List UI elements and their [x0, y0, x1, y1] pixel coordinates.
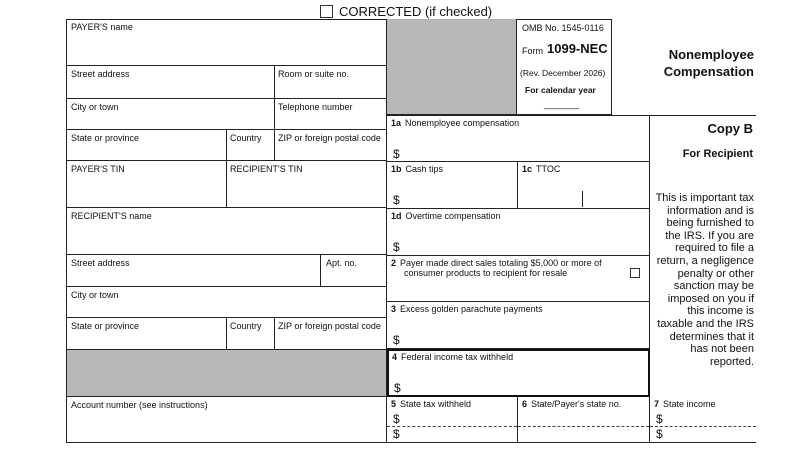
calendar-year-label: For calendar year: [525, 85, 596, 95]
payer-telephone-cell[interactable]: [275, 99, 387, 130]
recipient-name-label: RECIPIENT'S name: [71, 211, 152, 221]
box-7-dollar-2: $: [656, 427, 663, 441]
recipient-tin-label: RECIPIENT'S TIN: [230, 164, 303, 174]
form-revision: (Rev. December 2026): [520, 68, 606, 78]
box-7-divider: [650, 426, 756, 427]
payer-tin-cell[interactable]: [66, 161, 227, 208]
payer-street-cell[interactable]: [66, 66, 275, 99]
recipient-street-cell[interactable]: [66, 255, 321, 287]
payer-tin-label: PAYER'S TIN: [71, 164, 125, 174]
recipient-apt-cell[interactable]: [321, 255, 387, 287]
box-5-divider: [387, 426, 517, 427]
box-2-checkbox[interactable]: [630, 268, 640, 278]
recipient-state-label: State or province: [71, 321, 140, 331]
form-title-line1: Nonemployee: [668, 47, 754, 62]
box-1b-label: 1b Cash tips: [391, 164, 444, 174]
form-title: [612, 46, 754, 80]
copy-b-for: For Recipient: [682, 148, 753, 160]
shaded-area-left: [66, 350, 387, 397]
payer-country-cell[interactable]: [227, 130, 275, 161]
recipient-street-label: Street address: [71, 258, 130, 268]
box-2-label: 2 Payer made direct sales totaling $5,000 or more of: [391, 258, 602, 268]
box-2[interactable]: [387, 256, 650, 302]
box-4-label: 4 Federal income tax withheld: [392, 352, 514, 362]
form-prefix: Form: [522, 46, 543, 56]
box-5-label: 5 State tax withheld: [391, 399, 472, 409]
copy-b-title: Copy B: [707, 121, 753, 136]
recipient-name-cell[interactable]: [66, 208, 387, 255]
account-number-label: Account number (see instructions): [71, 400, 208, 410]
corrected-checkbox[interactable]: [320, 5, 333, 18]
box-6-label: 6 State/Payer's state no.: [522, 399, 622, 409]
omb-number: OMB No. 1545-0116: [522, 23, 604, 33]
box-1c-label: 1c TTOC: [522, 164, 561, 174]
box-3[interactable]: [387, 302, 650, 349]
recipient-apt-label: Apt. no.: [326, 258, 358, 268]
box-1b[interactable]: [387, 162, 518, 209]
box-7-label: 7 State income: [654, 399, 716, 409]
payer-state-label: State or province: [71, 133, 140, 143]
copy-panel-top-rule: [650, 115, 756, 116]
box-4[interactable]: [387, 349, 650, 397]
account-number-cell[interactable]: [66, 397, 387, 443]
copy-b-notice: This is important tax information and is being furnished to the IRS. If you are required to file a return, a negligence penalty or other sanction may be imposed on you if this income is taxable and the IRS determines that it has not been reported.: [655, 192, 754, 368]
box-1a-dollar: $: [393, 147, 400, 161]
box-6-divider: [518, 426, 649, 427]
recipient-city-cell[interactable]: [66, 287, 387, 318]
recipient-zip-cell[interactable]: [275, 318, 387, 350]
box-1a[interactable]: [387, 115, 650, 162]
form-title-line2: Compensation: [663, 64, 754, 79]
box-4-dollar: $: [394, 381, 401, 395]
payer-telephone-label: Telephone number: [278, 102, 353, 112]
box-3-dollar: $: [393, 333, 400, 347]
box-7[interactable]: [650, 397, 756, 443]
box-1d[interactable]: [387, 209, 650, 256]
payer-state-cell[interactable]: [66, 130, 227, 161]
payer-name-cell[interactable]: [66, 19, 387, 66]
box-6[interactable]: [518, 397, 650, 443]
recipient-country-cell[interactable]: [227, 318, 275, 350]
payer-country-label: Country: [230, 133, 262, 143]
box-2-label-line2: consumer products to recipient for resale: [404, 268, 568, 278]
payer-zip-cell[interactable]: [275, 130, 387, 161]
payer-name-label: PAYER'S name: [71, 22, 133, 32]
box-5-dollar-2: $: [393, 427, 400, 441]
box-1a-label: 1a Nonemployee compensation: [391, 118, 520, 128]
box-1c-divider: [582, 191, 583, 207]
box-5[interactable]: [387, 397, 518, 443]
shaded-area-top: [387, 19, 517, 115]
payer-street-label: Street address: [71, 69, 130, 79]
box-1d-label: 1d Overtime compensation: [391, 211, 501, 221]
calendar-year-field[interactable]: _______: [544, 99, 580, 109]
recipient-zip-label: ZIP or foreign postal code: [278, 321, 381, 331]
recipient-tin-cell[interactable]: [227, 161, 387, 208]
box-1c[interactable]: [518, 162, 650, 209]
box-1d-dollar: $: [393, 240, 400, 254]
box-5-dollar-1: $: [393, 412, 400, 426]
recipient-state-cell[interactable]: [66, 318, 227, 350]
corrected-label: CORRECTED (if checked): [339, 4, 493, 19]
recipient-country-label: Country: [230, 321, 262, 331]
payer-zip-label: ZIP or foreign postal code: [278, 133, 381, 143]
omb-cell: [517, 19, 612, 115]
payer-room-cell[interactable]: [275, 66, 387, 99]
payer-city-cell[interactable]: [66, 99, 275, 130]
form-name: 1099-NEC: [547, 41, 608, 56]
box-1b-dollar: $: [393, 193, 400, 207]
box-7-dollar-1: $: [656, 412, 663, 426]
payer-city-label: City or town: [71, 102, 119, 112]
recipient-city-label: City or town: [71, 290, 119, 300]
box-3-label: 3 Excess golden parachute payments: [391, 304, 543, 314]
payer-room-label: Room or suite no.: [278, 69, 350, 79]
